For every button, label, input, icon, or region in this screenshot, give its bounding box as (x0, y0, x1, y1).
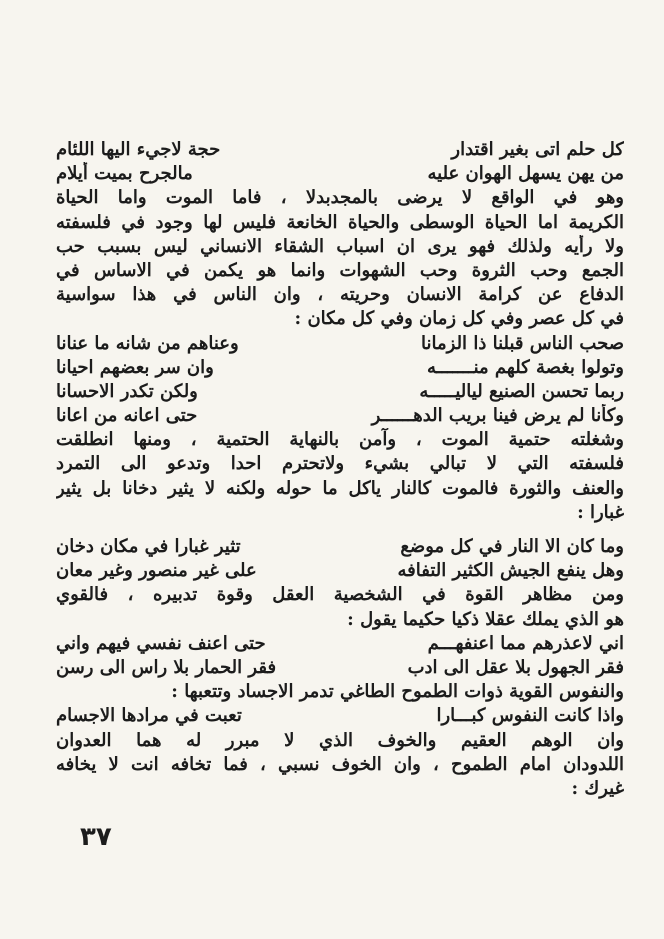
prose-line-end: في كل عصر وفي كل زمان وفي كل مكان : (294, 308, 624, 330)
verse-first-hemistich: من يهن يسهل الهوان عليه (427, 163, 624, 185)
verse-second-hemistich: وعناهم من شانه ما عنانا (56, 332, 239, 354)
verse-line (56, 138, 624, 162)
prose-line: الكريمة اما الحياة الوسطى والحياة الخانعة فليس لها وجود في فلسفته (56, 211, 624, 233)
verse-second-hemistich: مالجرح بميت أيلام (56, 163, 193, 185)
verse-first-hemistich: اني لاعذرهم مما اعنفهـــم (427, 632, 624, 654)
prose-line: وشغلته حتمية الموت ، وآمن بالنهاية الحتمية ، ومنها انطلقت (56, 429, 624, 451)
verse-first-hemistich: وكأنا لم يرض فينا بريب الدهــــــر (371, 405, 624, 427)
verse-second-hemistich: تثير غبارا في مكان دخان (56, 536, 241, 557)
prose-line: وهو في الواقع لا يرضى بالمجدبدلا ، فاما الموت واما الحياة (56, 187, 624, 209)
verse-first-hemistich: كل حلم اتى بغير اقتدار (451, 139, 624, 160)
verse-first-hemistich: وما كان الا النار في كل موضع (400, 536, 624, 557)
verse-line (56, 632, 624, 656)
verse-line (56, 356, 624, 380)
prose-line: والعنف والثورة فالموت كالنار ياكل ما حوله ولكنه لا يثير دخانا بل يثير (56, 477, 624, 499)
prose-line: الجمع وحب الثروة وحب الشهوات وانما هو يكمن في الاساس في (56, 259, 624, 281)
verse-line (56, 656, 624, 680)
verse-first-hemistich: ربما تحسن الصنيع لياليـــــه (419, 380, 624, 402)
prose-line: ولا رأيه ولذلك فهو يرى ان اسباب الشقاء الانساني ليس بسبب حب (56, 235, 624, 257)
verse-line (56, 332, 624, 356)
prose-line-end: غيرك : (571, 777, 624, 799)
verse-first-hemistich: صحب الناس قبلنا ذا الزمانا (421, 332, 624, 354)
verse-second-hemistich: فقر الحمار بلا راس الى رسن (56, 656, 277, 678)
verse-first-hemistich: وتولوا بغصة كلهم منـــــــه (427, 356, 624, 378)
prose-line: الدفاع عن كرامة الانسان وحريته ، وان الناس في هذا سواسية (56, 284, 624, 306)
prose-line: اللدودان امام الطموح ، وان الخوف نسبي ، فما تخافه انت لا يخافه (56, 753, 624, 775)
verse-line (56, 162, 624, 186)
verse-second-hemistich: تعبت في مرادها الاجسام (56, 705, 242, 727)
page-number: ٣٧ (80, 822, 112, 852)
verse-first-hemistich: فقر الجهول بلا عقل الى ادب (407, 656, 624, 678)
verse-line (56, 559, 624, 583)
verse-second-hemistich: وان سر بعضهم احيانا (56, 356, 214, 378)
verse-second-hemistich: ولكن تكدر الاحسانا (56, 380, 198, 402)
verse-first-hemistich: واذا كانت النفوس كبـــارا (436, 705, 624, 727)
verse-second-hemistich: حتى اعنف نفسي فيهم واني (56, 632, 266, 654)
prose-line: ومن مظاهر القوة في الشخصية العقل وقوة تدبيره ، فالقوي (56, 584, 624, 606)
verse-first-hemistich: وهل ينفع الجيش الكثير التفافه (397, 560, 624, 582)
verse-second-hemistich: حتى اعانه من اعانا (56, 405, 198, 427)
prose-line-end: غبارا : (577, 501, 624, 523)
verse-second-hemistich: على غير منصور وغير معان (56, 560, 257, 582)
prose-line-end: والنفوس القوية ذوات الطموح الطاغي تدمر الاجساد وتتعبها : (171, 681, 624, 703)
verse-line (56, 404, 624, 428)
prose-line-end: هو الذي يملك عقلا ذكيا حكيما يقول : (347, 608, 624, 630)
verse-line (56, 535, 624, 559)
verse-second-hemistich: حجة لاجيء اليها اللئام (56, 139, 221, 160)
verse-line (56, 380, 624, 404)
prose-line: وان الوهم العقيم والخوف الذي لا مبرر له هما العدوان (56, 729, 624, 751)
verse-line (56, 704, 624, 728)
text-block (56, 138, 624, 801)
prose-line: فلسفته التي لا تبالي بشيء ولاتحترم احدا وتدعو الى التمرد (56, 453, 624, 475)
